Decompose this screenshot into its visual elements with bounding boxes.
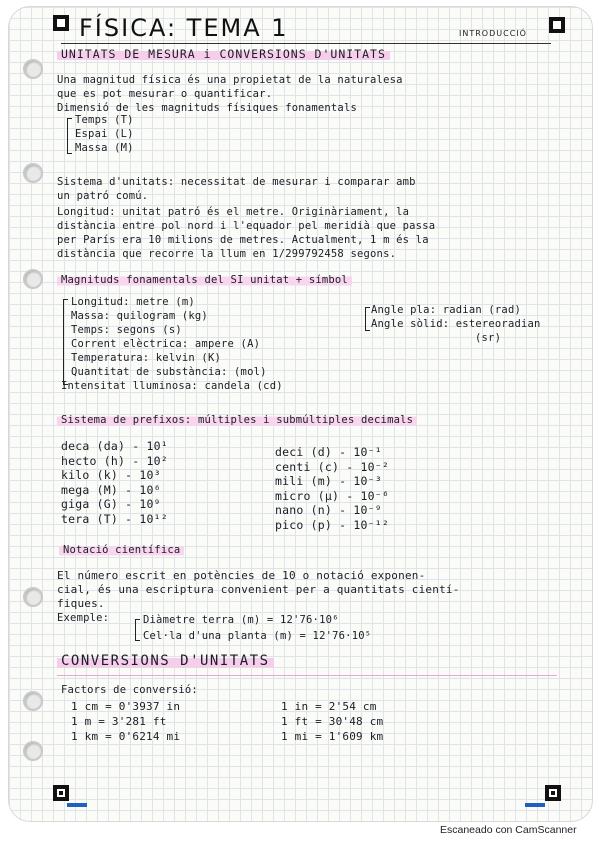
longitud-line: per París era 10 milions de metres. Actualment, 1 m és la bbox=[57, 234, 429, 246]
longitud-line: Longitud: unitat patró és el metre. Originàriament, la bbox=[57, 206, 410, 218]
prefix-item: deci (d) - 10⁻¹ bbox=[275, 445, 382, 459]
brace bbox=[135, 619, 140, 641]
longitud-line: distància entre pol nord i l'equador pel meridià que passa bbox=[57, 220, 436, 232]
binder-hole bbox=[23, 741, 43, 761]
notacio-line: cial, és una escriptura convenient per a quantitats cientí- bbox=[57, 583, 460, 596]
dimensio-item: Espai (L) bbox=[75, 128, 134, 140]
si-title bbox=[57, 273, 352, 287]
prefix-item: nano (n) - 10⁻⁹ bbox=[275, 503, 382, 517]
exemple-label: Exemple: bbox=[57, 612, 110, 624]
section-title-conversions bbox=[57, 653, 274, 669]
corner-mark-icon bbox=[53, 785, 69, 801]
prefix-left-list bbox=[61, 439, 168, 526]
angle-item: Angle sòlid: estereoradian bbox=[371, 318, 541, 330]
binder-hole bbox=[23, 269, 43, 289]
prefix-item: kilo (k) - 10³ bbox=[61, 468, 161, 482]
section-title-text: UNITATS DE MESURA i CONVERSIONS D'UNITATS bbox=[57, 47, 390, 61]
si-item: Intensitat lluminosa: candela (cd) bbox=[61, 380, 283, 392]
si-item: Longitud: metre (m) bbox=[71, 296, 195, 308]
prefix-item: mega (M) - 10⁶ bbox=[61, 482, 161, 497]
dimensio-item: Massa (M) bbox=[75, 142, 134, 154]
notacio-title-text: Notació científica bbox=[59, 544, 184, 556]
factor-item: 1 km = 0'6214 mi bbox=[71, 730, 181, 743]
notacio-line: El número escrit en potències de 10 o notació exponen- bbox=[57, 569, 426, 582]
factors-right-list bbox=[281, 699, 383, 744]
si-item: Temperatura: kelvin (K) bbox=[71, 352, 221, 364]
exemple-item: Diàmetre terra (m) = 12'76·10⁶ bbox=[143, 614, 339, 626]
prefix-item: giga (G) - 10⁹ bbox=[61, 497, 161, 511]
si-item: Quantitat de substància: (mol) bbox=[71, 366, 267, 378]
prefix-item: micro (μ) - 10⁻⁶ bbox=[275, 488, 389, 503]
dimensio-title: Dimensió de les magnituds físiques fonamentals bbox=[57, 102, 357, 114]
corner-mark-icon bbox=[545, 785, 561, 801]
section-title-unitats bbox=[57, 47, 390, 61]
topic-tag: INTRODUCCIÓ bbox=[459, 29, 527, 38]
prefix-item: mili (m) - 10⁻³ bbox=[275, 474, 382, 488]
brace bbox=[63, 299, 68, 385]
corner-mark-icon bbox=[53, 15, 69, 31]
prefix-item: tera (T) - 10¹² bbox=[61, 511, 168, 526]
factors-left-list bbox=[71, 699, 180, 744]
angle-item: Angle pla: radian (rad) bbox=[371, 304, 521, 316]
binder-hole bbox=[23, 59, 43, 79]
sistema-line: Sistema d'unitats: necessitat de mesurar i comparar amb bbox=[57, 176, 416, 188]
binder-hole bbox=[23, 587, 43, 607]
factor-item: 1 m = 3'281 ft bbox=[71, 715, 167, 728]
title-rule bbox=[61, 43, 551, 44]
notacio-line: fiques. bbox=[57, 597, 105, 610]
si-item: Temps: segons (s) bbox=[71, 324, 182, 336]
si-item: Corrent elèctrica: ampere (A) bbox=[71, 338, 261, 350]
scanner-watermark: Escaneado con CamScanner bbox=[440, 824, 577, 836]
prefix-item: pico (p) - 10⁻¹² bbox=[275, 517, 389, 532]
prefix-item: hecto (h) - 10² bbox=[61, 453, 168, 468]
magnitud-line: que es pot mesurar o quantificar. bbox=[57, 88, 273, 100]
prefix-item: deca (da) - 10¹ bbox=[61, 439, 168, 453]
magnitud-line: Una magnitud física és una propietat de la naturalesa bbox=[57, 74, 403, 86]
exemple-item: Cel·la d'una planta (m) = 12'76·10⁵ bbox=[143, 630, 372, 642]
notebook-page bbox=[8, 6, 593, 822]
dimensio-item: Temps (T) bbox=[75, 114, 134, 126]
section-title-text: CONVERSIONS D'UNITATS bbox=[57, 653, 274, 669]
notacio-title bbox=[59, 543, 184, 557]
prefix-title-text: Sistema de prefixos: múltiples i submúltiples decimals bbox=[57, 414, 417, 426]
angle-item: (sr) bbox=[475, 332, 502, 344]
prefix-title bbox=[57, 413, 417, 427]
binder-hole bbox=[23, 163, 43, 183]
factor-item: 1 in = 2'54 cm bbox=[281, 700, 377, 713]
prefix-right-list bbox=[275, 445, 389, 532]
brace bbox=[67, 118, 72, 154]
factor-item: 1 mi = 1'609 km bbox=[281, 730, 384, 743]
factor-item: 1 ft = 30'48 cm bbox=[281, 715, 384, 728]
pink-rule bbox=[57, 675, 557, 676]
blue-bar-icon bbox=[67, 803, 87, 807]
si-title-text: Magnituds fonamentals del SI unitat + símbol bbox=[57, 274, 352, 286]
corner-mark-icon bbox=[549, 17, 565, 33]
si-item: Massa: quilogram (kg) bbox=[71, 310, 208, 322]
blue-bar-icon bbox=[525, 803, 545, 807]
factor-item: 1 cm = 0'3937 in bbox=[71, 700, 181, 713]
brace bbox=[365, 307, 370, 331]
prefix-item: centi (c) - 10⁻² bbox=[275, 459, 389, 474]
binder-hole bbox=[23, 691, 43, 711]
sistema-line: un patró comú. bbox=[57, 190, 149, 202]
longitud-line: distància que recorre la llum en 1/299792458 segons. bbox=[57, 248, 397, 260]
factors-title: Factors de conversió: bbox=[61, 684, 198, 696]
page-title: FÍSICA: TEMA 1 bbox=[79, 14, 289, 42]
